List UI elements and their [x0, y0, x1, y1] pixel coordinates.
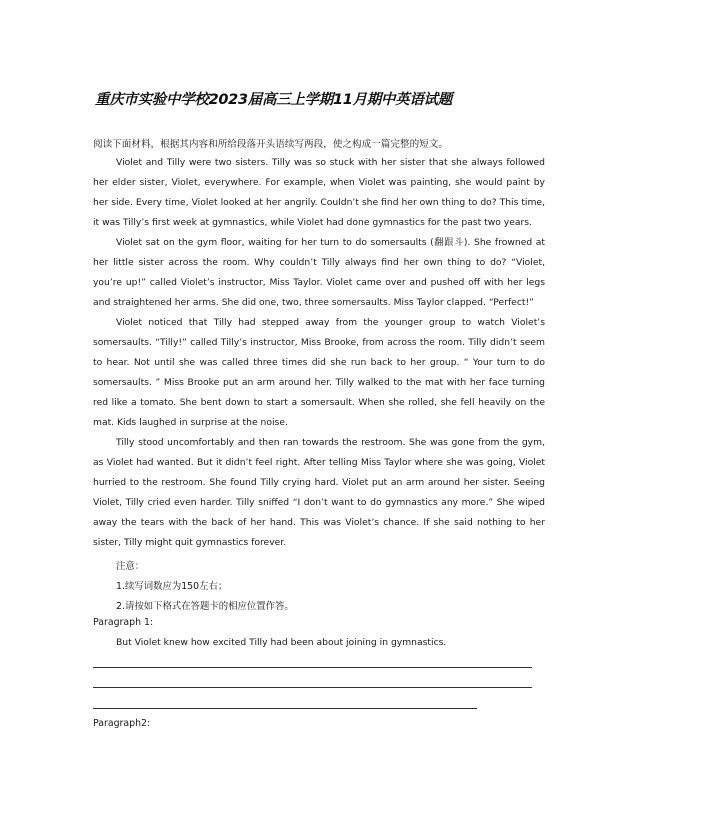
paragraph2-label: Paragraph2:	[93, 718, 151, 729]
story-paragraph: Violet noticed that Tilly had stepped away from the younger group to watch Violet’s somersaults. “Tilly!” called Tilly’s instructor, Miss Brooke, from across the room. Tilly didn’t seem to hear. Not until she was called three times did she run back to her group. “ Your turn to do somersaults. ” Miss Brooke put an arm around her. Tilly walked to the mat with her face turning red like a tomato. She bent down to start a somersault. When she rolled, she fell heavily on the mat. Kids laughed in surprise at the noise.	[93, 317, 545, 428]
story-paragraph: Violet sat on the gym floor, waiting for her turn to do somersaults (翻跟斗). She frowned at her little sister across the room. Why couldn’t Tilly always find her own thing to do? “Violet, you’re up!” called Violet’s instructor, Miss Taylor. Violet came over and pushed off with her legs and straightened her arms. She did one, two, three somersaults. Miss Taylor clapped. “Perfect!”	[93, 237, 545, 308]
notes-item: 2.请按如下格式在答题卡的相应位置作答。	[116, 601, 294, 612]
paragraph1-opening: But Violet knew how excited Tilly had been about joining in gymnastics.	[116, 637, 447, 648]
notes-section	[116, 557, 294, 617]
writing-line	[93, 687, 532, 688]
writing-line	[93, 667, 532, 668]
instruction-text: 阅读下面材料，根据其内容和所给段落开头语续写两段，使之构成一篇完整的短文。	[93, 139, 448, 150]
paragraph1-label: Paragraph 1:	[93, 617, 154, 628]
notes-item: 1.续写词数应为150左右；	[116, 581, 228, 592]
page-title: 重庆市实验中学校2023届高三上学期11月期中英语试题	[95, 92, 452, 108]
story-body	[93, 153, 545, 553]
writing-line	[93, 708, 477, 709]
notes-heading: 注意：	[116, 561, 145, 572]
story-paragraph: Violet and Tilly were two sisters. Tilly was so stuck with her sister that she always followed her elder sister, Violet, everywhere. For example, when Violet was painting, she would paint by her side. Every time, Violet looked at her angrily. Couldn’t she find her own thing to do? This time, it was Tilly’s first week at gymnastics, while Violet had done gymnastics for the past two years.	[93, 157, 545, 228]
story-paragraph: Tilly stood uncomfortably and then ran towards the restroom. She was gone from the gym, as Violet had wanted. But it didn’t feel right. After telling Miss Taylor where she was going, Violet hurried to the restroom. She found Tilly crying hard. Violet put an arm around her sister. Seeing Violet, Tilly cried even harder. Tilly sniffed “I don’t want to do gymnastics any more.” She wiped away the tears with the back of her hand. This was Violet’s chance. If she said nothing to her sister, Tilly might quit gymnastics forever.	[93, 437, 545, 548]
